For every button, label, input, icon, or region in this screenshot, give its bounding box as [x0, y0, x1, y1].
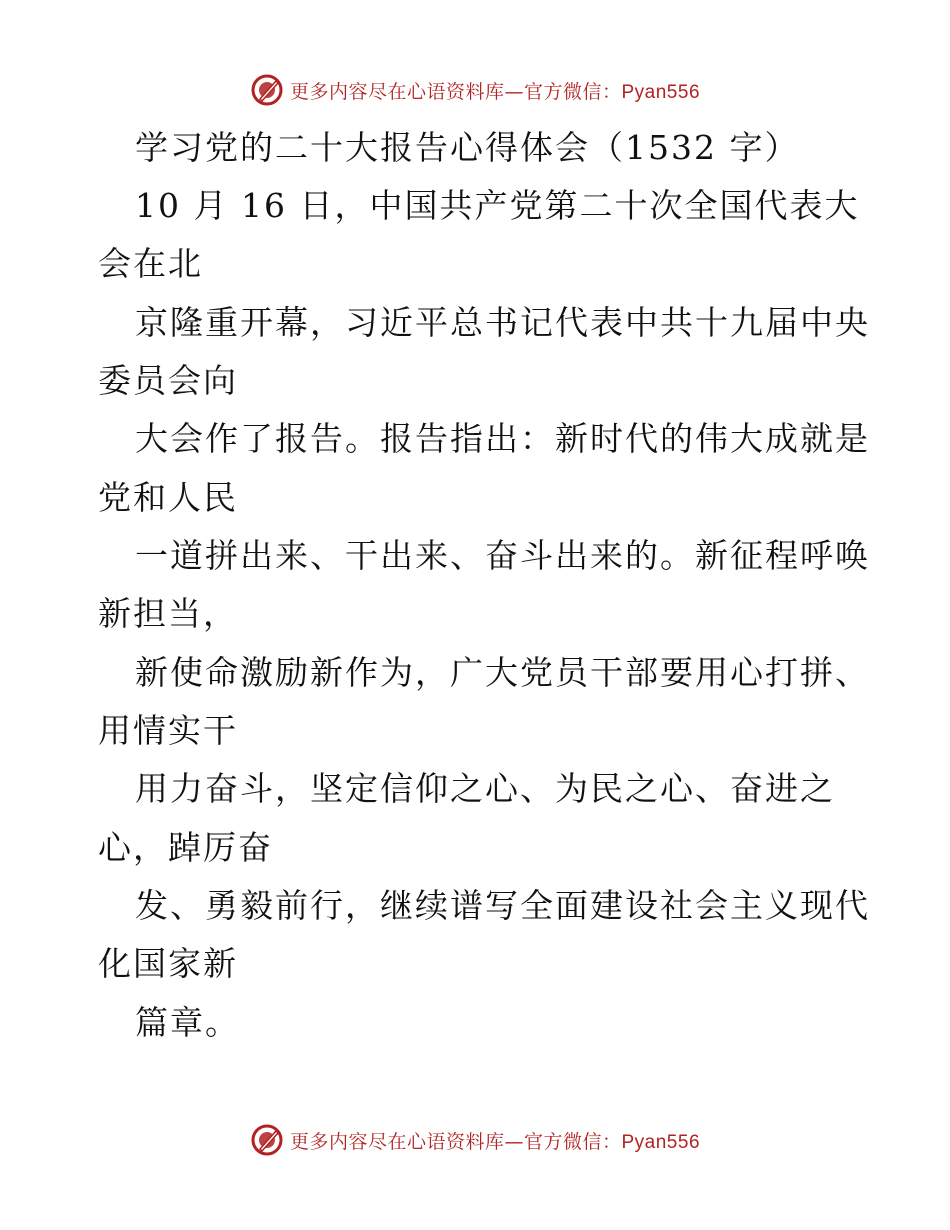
text-line: 大会作了报告。报告指出：新时代的伟大成就是: [135, 419, 870, 458]
watermark-separator: —: [504, 1130, 524, 1153]
text-line: 京隆重开幕，习近平总书记代表中共十九届中央: [135, 303, 870, 342]
text-line: 篇章。: [135, 1003, 240, 1042]
watermark-main-text: 更多内容尽在心语资料库: [289, 1130, 505, 1153]
footer-watermark: [0, 1120, 950, 1160]
text-line: 委员会向: [98, 361, 238, 400]
header-watermark: [0, 70, 950, 110]
text-line: 党和人民: [98, 478, 238, 517]
text-line: 化国家新: [98, 944, 238, 983]
pen-logo-icon: [250, 73, 284, 107]
watermark-main-text: 更多内容尽在心语资料库: [289, 80, 505, 103]
text-line: 用力奋斗，坚定信仰之心、为民之心、奋进之: [135, 769, 835, 808]
watermark-text: [290, 77, 700, 104]
document-title: 学习党的二十大报告心得体会（1532 字）: [135, 128, 800, 167]
text-line: 心，踔厉奋: [98, 828, 273, 867]
watermark-wechat-label: 官方微信：: [523, 1130, 622, 1153]
text-line: 新使命激励新作为，广大党员干部要用心打拼、: [135, 653, 870, 692]
text-line: 发、勇毅前行，继续谱写全面建设社会主义现代: [135, 886, 870, 925]
watermark-separator: —: [504, 80, 524, 103]
watermark-text: [290, 1127, 700, 1154]
text-line: 会在北: [98, 244, 203, 283]
text-line: 用情实干: [98, 711, 238, 750]
pen-logo-icon: [250, 1123, 284, 1157]
watermark-wechat-id: Pyan556: [621, 1131, 701, 1153]
text-line: 新担当，: [98, 594, 238, 633]
watermark-wechat-label: 官方微信：: [523, 80, 622, 103]
text-line: 一道拼出来、干出来、奋斗出来的。新征程呼唤: [135, 536, 870, 575]
watermark-wechat-id: Pyan556: [621, 81, 701, 103]
text-line: 10 月 16 日，中国共产党第二十次全国代表大: [135, 186, 860, 225]
